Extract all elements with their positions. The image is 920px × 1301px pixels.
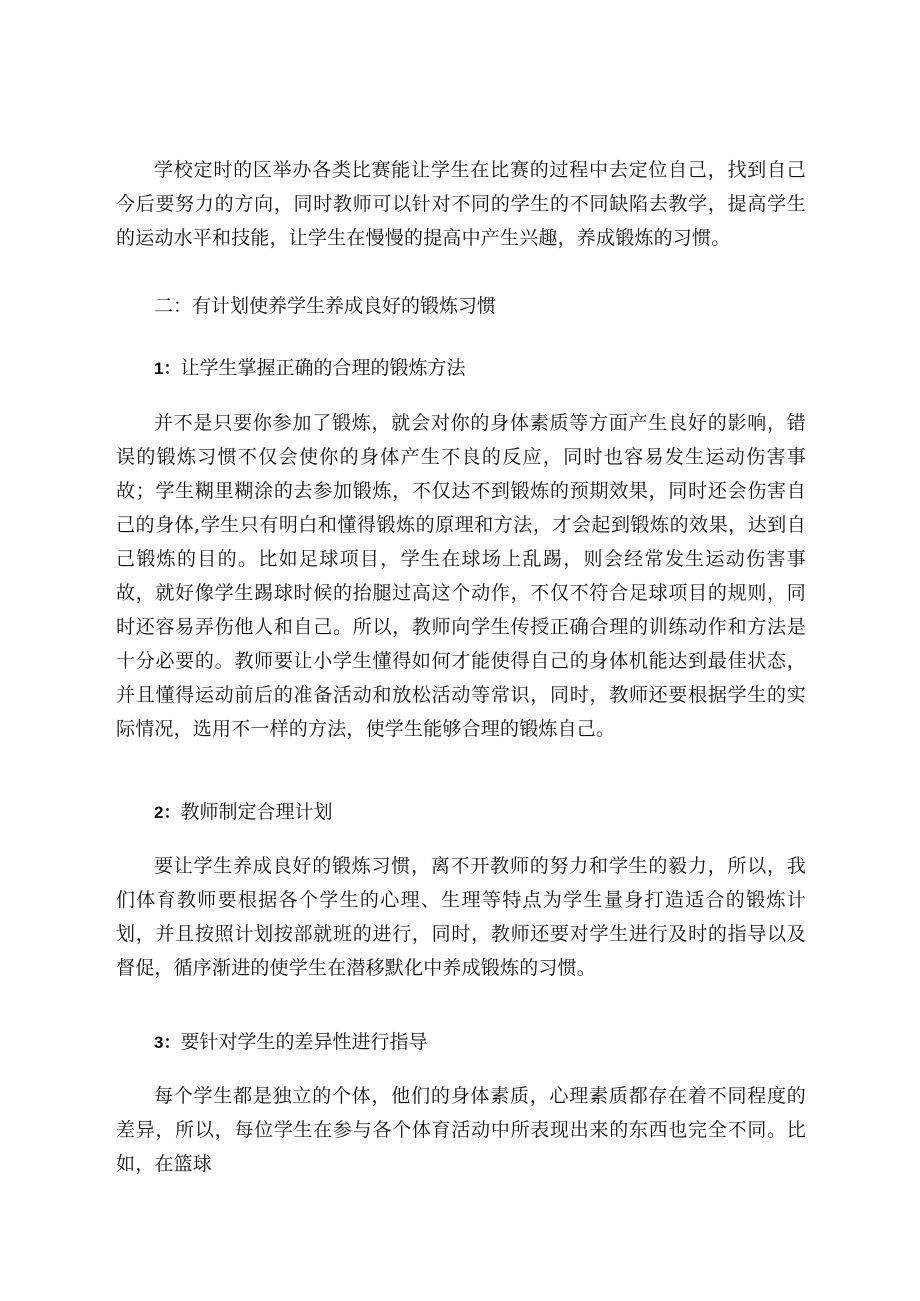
paragraph-correct-methods: 并不是只要你参加了锻炼，就会对你的身体素质等方面产生良好的影响，错误的锻炼习惯不仅会使你的身体产生不良的反应，同时也容易发生运动伤害事故；学生糊里糊涂的去参加锻炼，不仅达不到锻炼的预期效果，同时还会伤害自己的身体,学生只有明白和懂得锻炼的原理和方法，才会起到锻炼的效果，达到自己锻炼的目的。比如足球项目，学生在球场上乱踢，则会经常发生运动伤害事故，就好像学生踢球时候的抬腿过高这个动作，不仅不符合足球项目的规则，同时还容易弄伤他人和自己。所以，教师向学生传授正确合理的训练动作和方法是十分必要的。教师要让小学生懂得如何才能使得自己的身体机能达到最佳状态，并且懂得运动前后的准备活动和放松活动等常识，同时，教师还要根据学生的实际情况，选用不一样的方法，使学生能够合理的锻炼自己。 — [116, 412, 806, 740]
section-heading-2: 二：有计划使养学生养成良好的锻炼习惯 — [154, 295, 497, 317]
subheading-1-number: 1： — [154, 359, 181, 378]
paragraph-competitions: 学校定时的区举办各类比赛能让学生在比赛的过程中去定位自己，找到自己今后要努力的方向，同时教师可以针对不同的学生的不同缺陷去教学，提高学生的运动水平和技能，让学生在慢慢的提高中产生兴趣，养成锻炼的习惯。 — [116, 159, 806, 249]
subheading-1 — [154, 351, 465, 386]
subheading-3-text: 要针对学生的差异性进行指导 — [180, 1031, 428, 1053]
subheading-2-text: 教师制定合理计划 — [180, 801, 333, 823]
subheading-3-number: 3： — [154, 1033, 181, 1052]
subheading-1-text: 让学生掌握正确的合理的锻炼方法 — [180, 357, 466, 379]
paragraph-student-differences: 每个学生都是独立的个体，他们的身体素质，心理素质都存在着不同程度的差异，所以，每位学生在参与各个体育活动中所表现出来的东西也完全不同。比如，在篮球 — [116, 1085, 806, 1175]
subheading-2 — [154, 795, 332, 830]
subheading-3 — [154, 1025, 427, 1060]
subheading-2-number: 2： — [154, 803, 181, 822]
paragraph-teacher-plan: 要让学生养成良好的锻炼习惯，离不开教师的努力和学生的毅力，所以，我们体育教师要根据各个学生的心理、生理等特点为学生量身打造适合的锻炼计划，并且按照计划按部就班的进行，同时，教师还要对学生进行及时的指导以及督促，循序渐进的使学生在潜移默化中养成锻炼的习惯。 — [116, 855, 806, 979]
